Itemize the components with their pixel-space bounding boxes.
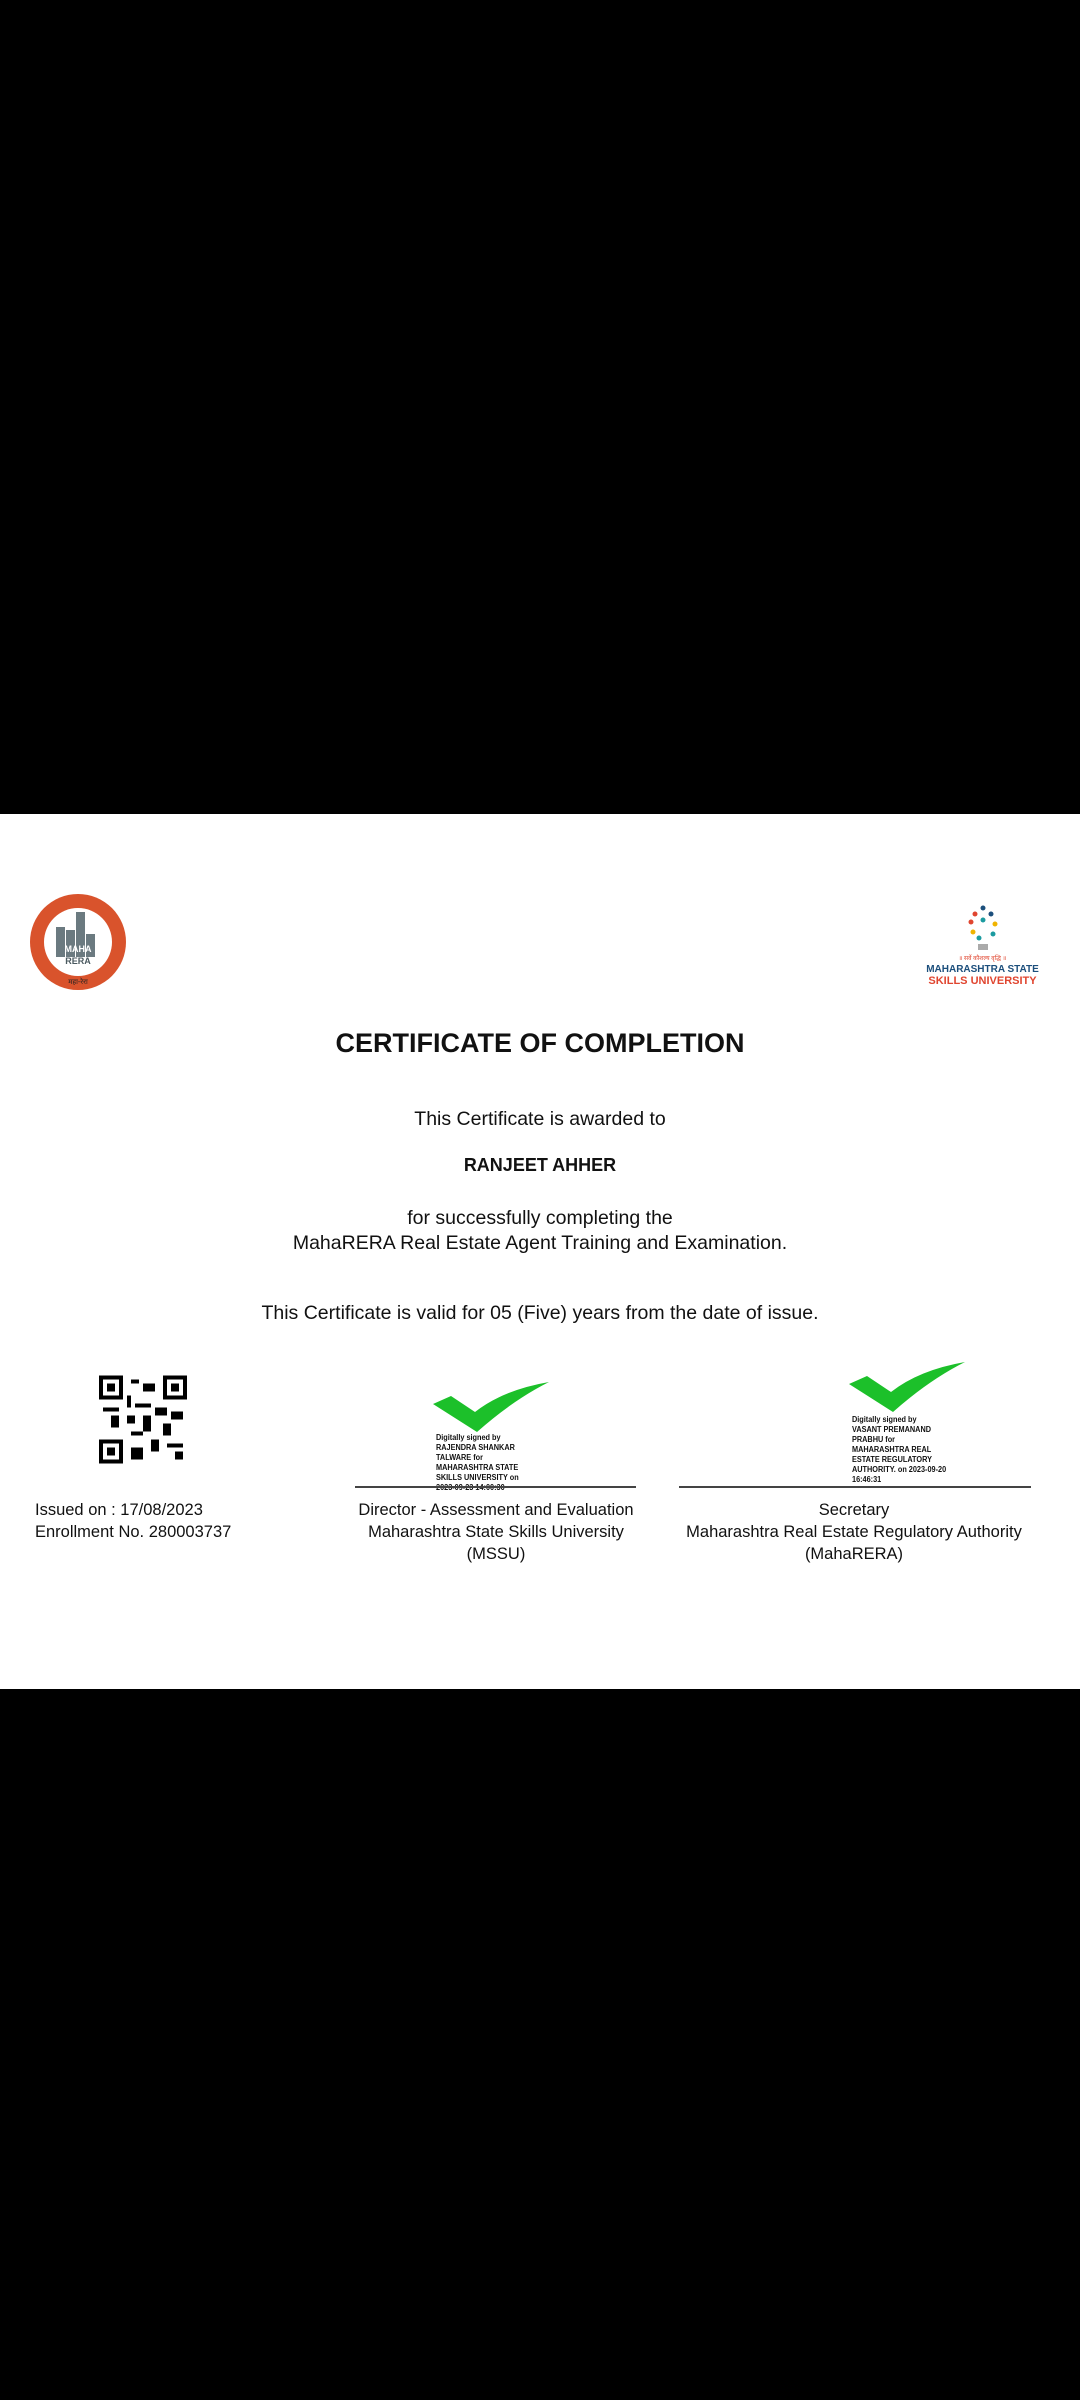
signatory-2-block: Secretary Maharashtra Real Estate Regulatory Authority (MahaRERA) [686,1501,1022,1563]
digital-signature-stamp-1: Digitally signed by RAJENDRA SHANKAR TALWARE for MAHARASHTRA STATE SKILLS UNIVERSITY on [436,1432,519,1482]
qr-code [99,1375,187,1464]
enrollment-number: Enrollment No. 280003737 [35,1523,232,1541]
validity-text: This Certificate is valid for 05 (Five) years from the date of issue. [261,1302,819,1324]
checkmark-icon [849,1362,965,1417]
issued-on: Issued on : 17/08/2023 [35,1501,203,1519]
certificate-page [0,814,1080,1689]
checkmark-icon [433,1382,549,1437]
signatory-1-block: Director - Assessment and Evaluation Maharashtra State Skills University (MSSU) [358,1501,634,1563]
svg-text:महा-रेरा: महा-रेरा [68,979,88,986]
svg-text:RERA: RERA [65,956,91,966]
maharera-logo [28,892,128,992]
signature-line-1 [355,1486,636,1488]
digital-signature-stamp-2: Digitally signed by VASANT PREMANAND PRABHU for MAHARASHTRA REAL ESTATE REGULATORY AUTHORITY. on 2023-09-20 16:46:31 [852,1414,947,1484]
certificate-title: CERTIFICATE OF COMPLETION [335,1028,745,1058]
signature-line-2 [679,1486,1031,1488]
completion-line-2: MahaRERA Real Estate Agent Training and Examination. [292,1232,788,1254]
svg-text:MAHA: MAHA [64,944,92,954]
recipient-name: RANJEET AHHER [463,1155,617,1175]
mssu-logo: ॥ सर्वे कौशल्य वृद्धि ॥ MAHARASHTRA STATE SKILLS UNIVERSITY [915,904,1050,994]
awarded-to-text: This Certificate is awarded to [414,1108,666,1130]
completion-line-1: for successfully completing the [407,1207,673,1229]
